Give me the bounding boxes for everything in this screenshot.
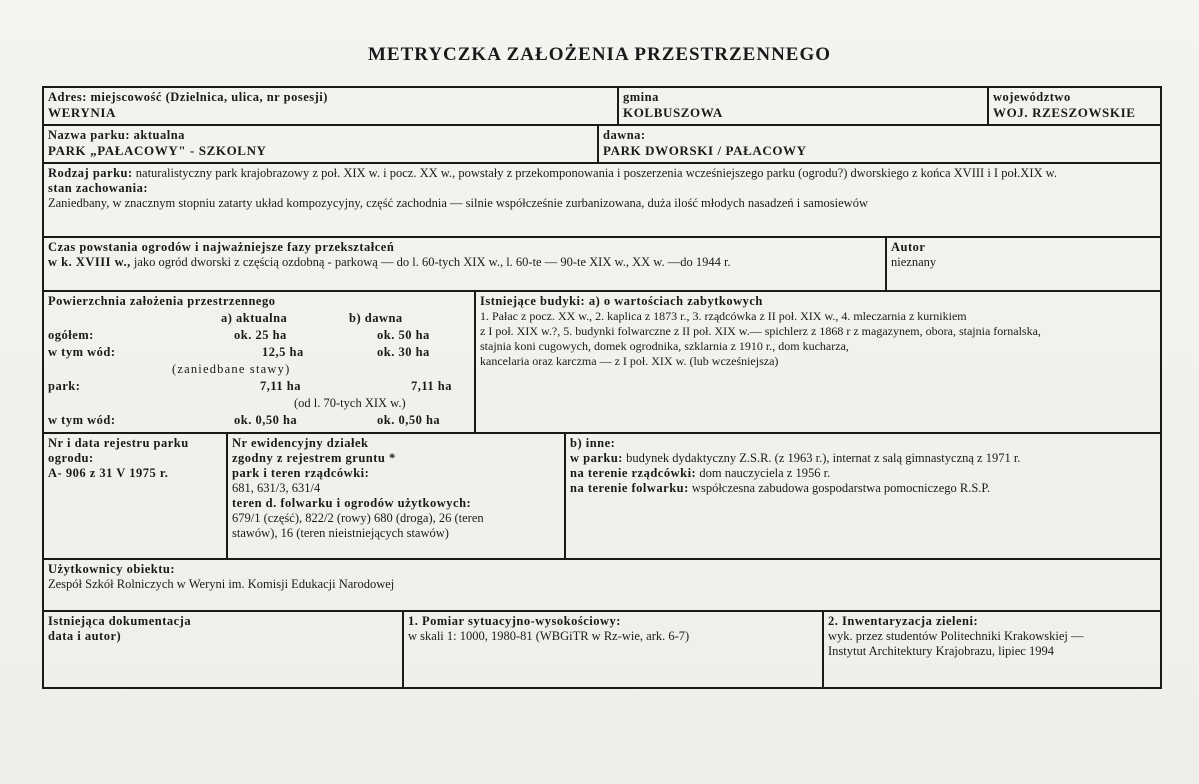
czas-cell — [44, 238, 887, 292]
ewidencja-sub-2: teren d. folwarku i ogrodów użytkowych: — [232, 496, 472, 510]
budynki-line-1: 1. Pałac z pocz. XX w., 2. kaplica z 1873 r., 3. rządcówka z II poł. XIX w., 4. mleczarnia z kurnikiem — [480, 309, 967, 323]
ewidencja-label-2: zgodny z rejestrem gruntu * — [232, 451, 396, 465]
wod2-a: ok. 0,50 ha — [234, 413, 298, 427]
ewidencja-sub-1: park i teren rządcówki: — [232, 466, 370, 480]
rejestr-value: A- 906 z 31 V 1975 r. — [48, 466, 169, 480]
adres-cell — [44, 88, 619, 126]
wojewodztwo-label: województwo — [993, 90, 1071, 104]
gmina-cell — [619, 88, 989, 126]
wojewodztwo-value: WOJ. RZESZOWSKIE — [993, 105, 1136, 120]
powierzchnia-label: Powierzchnia założenia przestrzennego — [48, 294, 276, 308]
park-label: park: — [48, 379, 81, 393]
dokumentacja-label-2: data i autor) — [48, 629, 122, 643]
adres-label: Adres: miejscowość (Dzielnica, ulica, nr posesji) — [48, 90, 328, 104]
ogolem-b: ok. 50 ha — [377, 328, 430, 342]
rejestr-cell — [44, 434, 228, 560]
inwentaryzacja-cell — [824, 612, 1160, 687]
budynki-line-4: kancelaria oraz karczma — z I poł. XIX w. (lub wcześniejsza) — [480, 354, 779, 368]
ewidencja-label-1: Nr ewidencyjny działek — [232, 436, 369, 450]
adres-value: WERYNIA — [48, 105, 117, 120]
ogolem-a: ok. 25 ha — [234, 328, 287, 342]
budynki-line-2: z I poł. XIX w.?, 5. budynki folwarczne z II poł. XIX w.— spichlerz z 1868 r z magazynem, obora, stajnia fornalska, — [480, 324, 1041, 338]
park-b: 7,11 ha — [411, 379, 453, 393]
gmina-value: KOLBUSZOWA — [623, 105, 723, 120]
ewidencja-val-2a: 679/1 (część), 822/2 (rowy) 680 (droga), 26 (teren — [232, 511, 484, 525]
col-a-header: a) aktualna — [221, 311, 288, 325]
dokumentacja-cell — [44, 612, 404, 687]
wod-label: w tym wód: — [48, 345, 116, 359]
dawna-value: PARK DWORSKI / PAŁACOWY — [603, 143, 807, 158]
rejestr-label-2: ogrodu: — [48, 451, 94, 465]
inwentaryzacja-label: 2. Inwentaryzacja zieleni: — [828, 614, 979, 628]
inwentaryzacja-line-2: Instytut Architektury Krajobrazu, lipiec 1994 — [828, 644, 1054, 658]
park-note: (od l. 70-tych XIX w.) — [294, 396, 406, 410]
budynki-line-3: stajnia koni cugowych, domek ogrodnika, szklarnia z 1910 r., dom kucharza, — [480, 339, 849, 353]
budynki-cell — [476, 292, 1160, 434]
nazwa-cell — [44, 126, 599, 164]
ewidencja-cell — [228, 434, 566, 560]
inne-l1-label: w parku: — [570, 451, 623, 465]
page-title: METRYCZKA ZAŁOŻENIA PRZESTRZENNEGO — [367, 44, 832, 65]
pomiar-cell — [404, 612, 824, 687]
rodzaj-description: naturalistyczny park krajobrazowy z poł. XIX w. i pocz. XX w., powstały z przekomponowania i poszerzenia wcześniejszego parku (ogrodu?) dworskiego z końca XVIII i I poł.XIX w. — [132, 166, 1057, 180]
czas-lead: w k. XVIII w., — [48, 255, 131, 269]
dawna-label: dawna: — [603, 128, 646, 142]
rodzaj-cell — [44, 164, 1160, 238]
czas-text: jako ogród dworski z częścią ozdobną - parkową — do l. 60-tych XIX w., l. 60-te — 90-te XIX w., XX w. —do 1944 r. — [130, 255, 731, 269]
inwentaryzacja-line-1: wyk. przez studentów Politechniki Krakowskiej — — [828, 629, 1084, 643]
inne-cell — [566, 434, 1160, 560]
ewidencja-val-2b: stawów), 16 (teren nieistniejących stawów) — [232, 526, 449, 540]
col-b-header: b) dawna — [349, 311, 403, 325]
stan-label: stan zachowania: — [48, 181, 149, 195]
budynki-label: Istniejące budyki: a) o wartościach zabytkowych — [480, 294, 763, 308]
inne-l3-label: na terenie folwarku: — [570, 481, 689, 495]
rejestr-label-1: Nr i data rejestru parku — [48, 436, 189, 450]
pomiar-label: 1. Pomiar sytuacyjno-wysokościowy: — [408, 614, 621, 628]
uzytkownicy-value: Zespół Szkół Rolniczych w Weryni im. Komisji Edukacji Narodowej — [48, 577, 395, 591]
wod-a: 12,5 ha — [262, 345, 304, 359]
autor-label: Autor — [891, 240, 926, 254]
pomiar-text: w skali 1: 1000, 1980-81 (WBGiTR w Rz-wie, ark. 6-7) — [408, 629, 690, 643]
inne-l3-text: współczesna zabudowa gospodarstwa pomocniczego R.S.P. — [688, 481, 991, 495]
powierzchnia-cell — [44, 292, 476, 434]
nazwa-value: PARK „PAŁACOWY" - SZKOLNY — [48, 143, 267, 158]
czas-label: Czas powstania ogrodów i najważniejsze fazy przekształceń — [48, 240, 395, 254]
park-record-form — [42, 86, 1162, 689]
wod-b: ok. 30 ha — [377, 345, 430, 359]
dokumentacja-label-1: Istniejąca dokumentacja — [48, 614, 192, 628]
gmina-label: gmina — [623, 90, 659, 104]
autor-value: nieznany — [891, 255, 937, 269]
ewidencja-val-1: 681, 631/3, 631/4 — [232, 481, 321, 495]
inne-l2-text: dom nauczyciela z 1956 r. — [696, 466, 831, 480]
ogolem-label: ogółem: — [48, 328, 94, 342]
stan-text: Zaniedbany, w znacznym stopniu zatarty układ kompozycyjny, część zachodnia — silnie współcześnie zurbanizowana, duża ilość młodych nasadzeń i samosiewów — [48, 196, 868, 210]
wojewodztwo-cell — [989, 88, 1160, 126]
rodzaj-text — [48, 166, 1156, 181]
wod2-b: ok. 0,50 ha — [377, 413, 441, 427]
wod-note: (zaniedbane stawy) — [172, 362, 291, 376]
uzytkownicy-label: Użytkownicy obiektu: — [48, 562, 176, 576]
nazwa-label: Nazwa parku: aktualna — [48, 128, 185, 142]
wod2-label: w tym wód: — [48, 413, 116, 427]
park-a: 7,11 ha — [260, 379, 302, 393]
inne-l2-label: na terenie rządcówki: — [570, 466, 697, 480]
dawna-cell — [599, 126, 1160, 164]
uzytkownicy-cell — [44, 560, 1160, 612]
inne-l1-text: budynek dydaktyczny Z.S.R. (z 1963 r.), internat z salą gimnastyczną z 1971 r. — [622, 451, 1021, 465]
rodzaj-label: Rodzaj parku: — [48, 166, 133, 180]
inne-label: b) inne: — [570, 436, 616, 450]
autor-cell — [887, 238, 1160, 292]
